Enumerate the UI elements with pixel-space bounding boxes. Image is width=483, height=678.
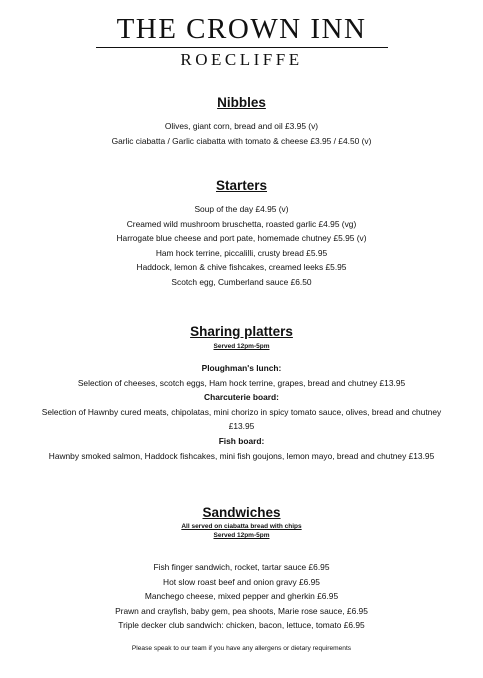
section-title-nibbles: Nibbles	[217, 95, 266, 110]
section-starters	[0, 177, 483, 290]
menu-item: Ham hock terrine, piccalilli, crusty bread £5.95	[155, 247, 328, 258]
menu-item: Manchego cheese, mixed pepper and gherkin £6.95	[144, 591, 339, 602]
masthead	[0, 0, 483, 70]
section-sandwiches	[0, 504, 483, 633]
menu-item: Hot slow roast beef and onion gravy £6.95	[163, 576, 320, 587]
menu-item: Haddock, lemon & chive fishcakes, creamed leeks £5.95	[136, 262, 347, 273]
serving-times-note: Served 12pm-5pm	[213, 343, 270, 350]
restaurant-name: THE CROWN INN	[116, 13, 367, 45]
menu-item: Triple decker club sandwich: chicken, bacon, lettuce, tomato £6.95	[118, 620, 365, 631]
menu-item: Olives, giant corn, bread and oil £3.95 (v)	[164, 121, 319, 131]
platter-description: Selection of Hawnby cured meats, chipolatas, mini chorizo in spicy tomato sauce, olives, bread and chutney £13.95	[41, 406, 442, 432]
menu-item: Fish finger sandwich, rocket, tartar sauce £6.95	[153, 562, 330, 572]
platter-heading-fish: Fish board:	[218, 435, 265, 446]
restaurant-location: ROECLIFFE	[180, 50, 303, 69]
allergen-notice: Please speak to our team if you have any allergens or dietary requirements	[131, 645, 352, 652]
sandwich-note: All served on ciabatta bread with chips	[181, 523, 302, 530]
menu-item: Garlic ciabatta / Garlic ciabatta with tomato & cheese £3.95 / £4.50 (v)	[111, 135, 372, 146]
section-title-starters: Starters	[215, 178, 268, 193]
platter-heading-ploughmans: Ploughman's lunch:	[201, 363, 282, 373]
platter-description: Hawnby smoked salmon, Haddock fishcakes, mini fish goujons, lemon mayo, bread and chutney £13.95	[48, 450, 435, 461]
masthead-divider	[96, 47, 388, 48]
section-sharing-platters	[0, 323, 483, 463]
menu-item: Scotch egg, Cumberland sauce £6.50	[171, 276, 312, 287]
menu-item: Prawn and crayfish, baby gem, pea shoots, Marie rose sauce, £6.95	[115, 605, 368, 616]
section-title-sharing: Sharing platters	[190, 324, 293, 339]
platter-heading-charcuterie: Charcuterie board:	[204, 392, 279, 403]
platter-description: Selection of cheeses, scotch eggs, Ham hock terrine, grapes, bread and chutney £13.95	[77, 377, 406, 388]
section-title-sandwiches: Sandwiches	[202, 505, 281, 520]
section-nibbles	[0, 94, 483, 148]
menu-item: Soup of the day £4.95 (v)	[194, 204, 289, 214]
serving-times-note: Served 12pm-5pm	[213, 532, 270, 539]
menu-item: Harrogate blue cheese and port pate, homemade chutney £5.95 (v)	[116, 233, 367, 244]
menu-item: Creamed wild mushroom bruschetta, roasted garlic £4.95 (vg)	[126, 218, 357, 229]
